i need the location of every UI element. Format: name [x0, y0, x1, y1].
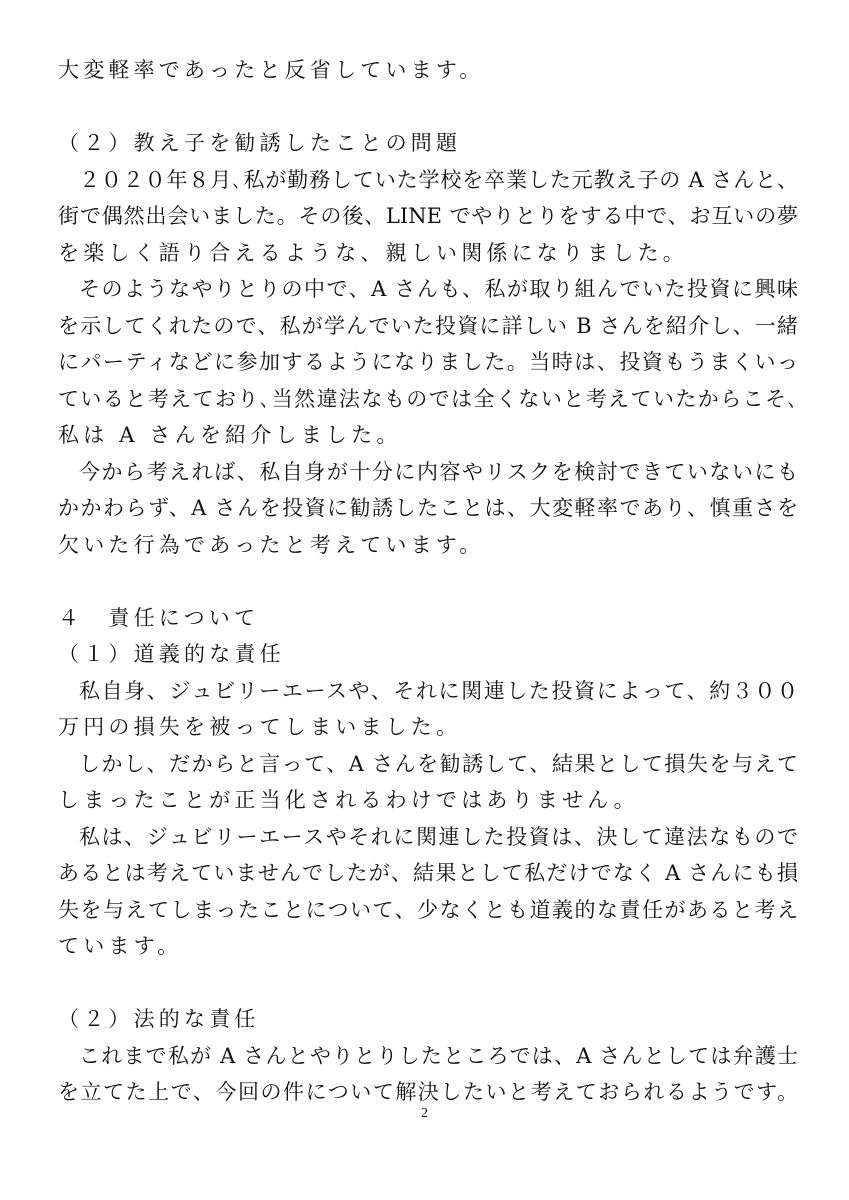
paragraph-line: 街で偶然出会いました。その後、LINE でやりとりをする中で、お互いの夢: [58, 204, 798, 228]
blank-line: [58, 89, 798, 126]
blank-line: [58, 965, 798, 1002]
document-body: [58, 52, 798, 1111]
page-number: 2: [421, 1106, 428, 1121]
paragraph-line: 大変軽率であったと反省しています。: [58, 58, 485, 82]
paragraph-line: ています。: [58, 934, 183, 958]
section-heading-2-2: （２）教え子を勧誘したことの問題: [58, 131, 462, 155]
paragraph-line: あるとは考えていませんでしたが、結果として私だけでなく A さんにも損: [58, 861, 798, 885]
paragraph-line: ２０２０年８月､私が勤務していた学校を卒業した元教え子の A さんと、: [79, 167, 798, 192]
section-heading-4: ４ 責任について: [58, 605, 260, 630]
paragraph-line: を立てた上で、今回の件について解決したいと考えておられるようです。: [58, 1080, 798, 1104]
paragraph-line: を示してくれたので、私が学んでいた投資に詳しい B さんを紹介し、一緒: [58, 313, 798, 338]
paragraph-line: 欠いた行為であったと考えています。: [58, 532, 485, 557]
section-heading-4-2: （２）法的な責任: [58, 1007, 260, 1031]
paragraph-line: 私自身、ジュビリーエースや、それに関連した投資によって、約３００: [79, 678, 798, 703]
paragraph-line: しかし、だからと言って、A さんを勧誘して、結果として損失を与えて: [79, 751, 798, 776]
paragraph-line: 今から考えれば、私自身が十分に内容やリスクを検討できていないにも: [79, 459, 798, 484]
paragraph-line: 私は A さんを紹介しました。: [58, 423, 402, 447]
paragraph-line: を楽しく語り合えるような、親しい関係になりました。: [58, 240, 688, 265]
blank-line: [58, 563, 798, 600]
paragraph-line: かかわらず、A さんを投資に勧誘したことは、大変軽率であり、慎重さを: [58, 496, 798, 520]
paragraph-line: にパーティなどに参加するようになりました。当時は、投資もうまくいっ: [58, 350, 798, 374]
paragraph-line: そのようなやりとりの中で、A さんも、私が取り組んでいた投資に興味: [79, 277, 798, 301]
section-heading-4-1: （１）道義的な責任: [58, 642, 285, 666]
paragraph-line: 万円の損失を被ってしまいました。: [58, 715, 462, 739]
paragraph-line: ていると考えており､当然違法なものでは全くないと考えていたからこそ､: [58, 386, 798, 411]
paragraph-line: これまで私が A さんとやりとりしたところでは、A さんとしては弁護士: [79, 1043, 798, 1068]
paragraph-line: 私は、ジュビリーエースやそれに関連した投資は、決して違法なもので: [79, 824, 798, 849]
paragraph-line: しまったことが正当化されるわけではありません。: [58, 788, 639, 812]
paragraph-line: 失を与えてしまったことについて、少なくとも道義的な責任があると考え: [58, 897, 798, 922]
